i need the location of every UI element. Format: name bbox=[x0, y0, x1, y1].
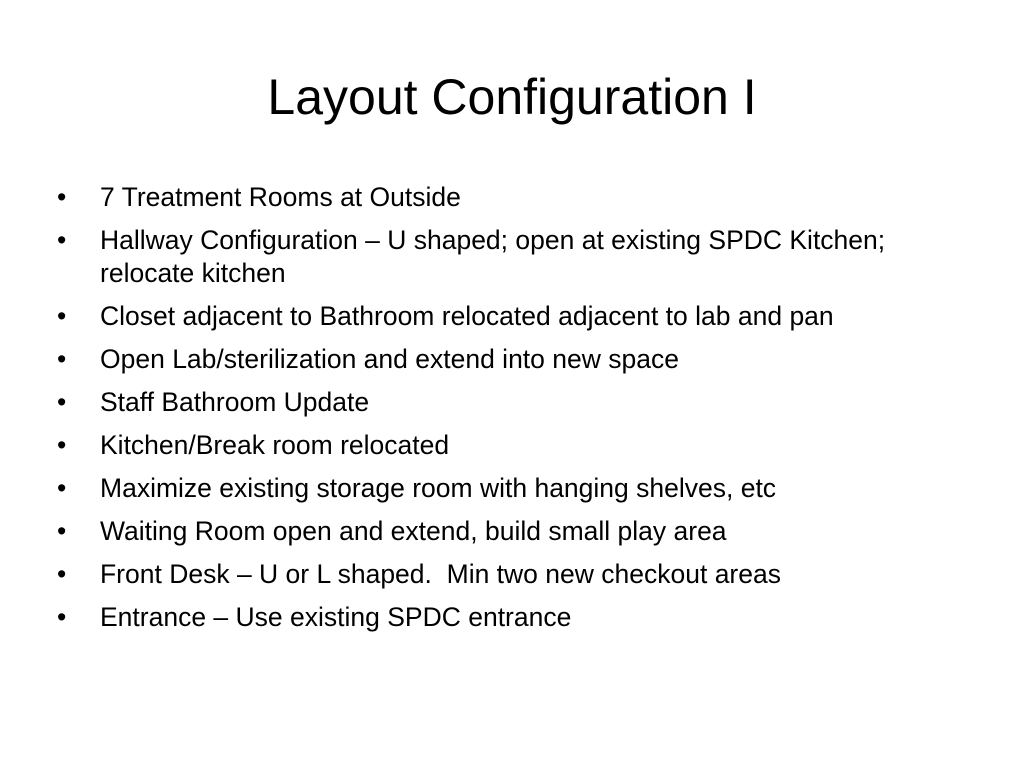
bullet-text: Front Desk – U or L shaped. Min two new checkout areas bbox=[100, 559, 781, 589]
bullet-icon: • bbox=[57, 182, 67, 212]
bullet-item bbox=[57, 343, 957, 376]
bullet-item bbox=[57, 386, 957, 419]
bullet-item bbox=[57, 558, 957, 591]
bullet-item bbox=[57, 300, 933, 333]
bullet-icon: • bbox=[57, 344, 67, 374]
bullet-item bbox=[57, 515, 957, 548]
bullet-icon: • bbox=[57, 430, 67, 460]
bullet-icon: • bbox=[57, 225, 67, 255]
bullet-text: Waiting Room open and extend, build small play area bbox=[100, 516, 727, 546]
bullet-icon: • bbox=[57, 473, 67, 503]
bullet-item bbox=[57, 472, 957, 505]
bullet-text: 7 Treatment Rooms at Outside bbox=[100, 182, 461, 212]
bullet-item bbox=[57, 601, 957, 634]
bullet-item bbox=[57, 429, 957, 462]
bullet-icon: • bbox=[57, 387, 67, 417]
slide-title: Layout Configuration I bbox=[267, 69, 757, 125]
bullet-item bbox=[57, 181, 957, 214]
bullet-icon: • bbox=[57, 602, 67, 632]
bullet-text: Closet adjacent to Bathroom relocated adjacent to lab and pan bbox=[100, 301, 834, 331]
bullet-text: Maximize existing storage room with hanging shelves, etc bbox=[100, 473, 777, 503]
bullet-text: Open Lab/sterilization and extend into new space bbox=[100, 344, 679, 374]
bullet-list bbox=[57, 181, 957, 644]
bullet-icon: • bbox=[57, 516, 67, 546]
bullet-text: Kitchen/Break room relocated bbox=[100, 430, 450, 460]
bullet-text: Staff Bathroom Update bbox=[100, 387, 370, 417]
bullet-text: Hallway Configuration – U shaped; open at existing SPDC Kitchen; relocate kitchen bbox=[100, 225, 886, 288]
bullet-icon: • bbox=[57, 301, 67, 331]
bullet-text: Entrance – Use existing SPDC entrance bbox=[100, 602, 572, 632]
bullet-item bbox=[57, 224, 933, 290]
bullet-icon: • bbox=[57, 559, 67, 589]
